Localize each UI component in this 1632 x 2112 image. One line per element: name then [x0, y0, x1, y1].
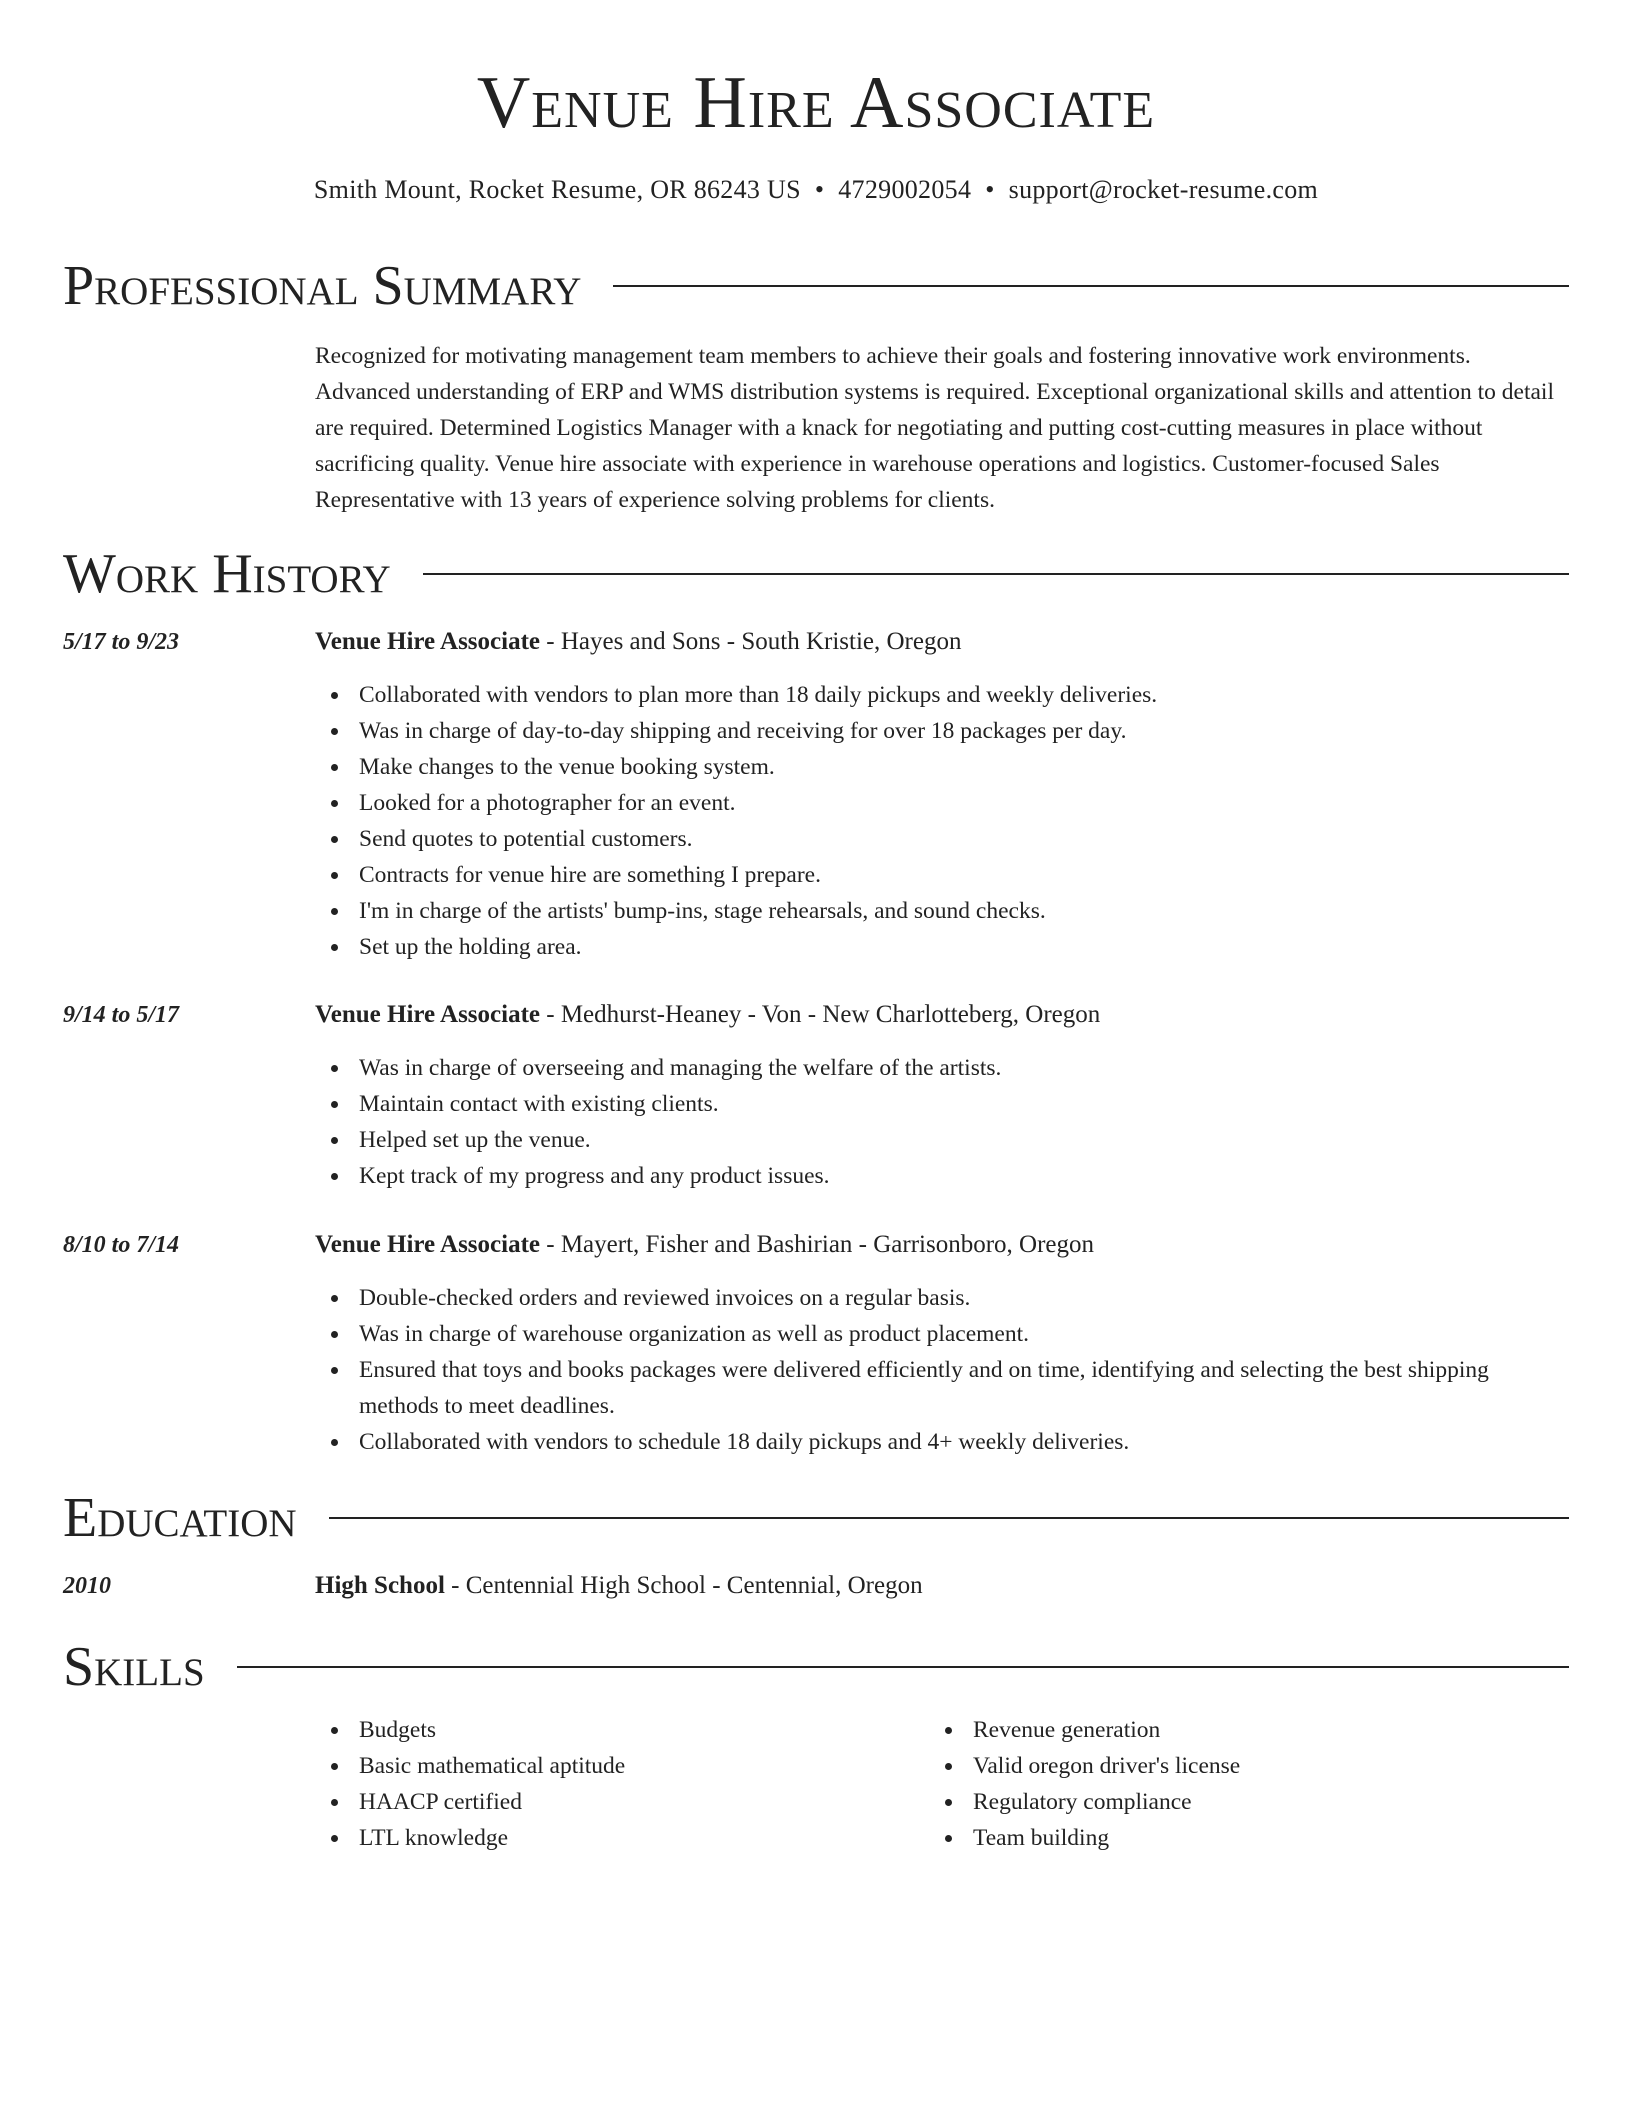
list-item: Collaborated with vendors to plan more than 18 daily pickups and weekly deliveries. — [315, 677, 1569, 713]
list-item: Contracts for venue hire are something I prepare. — [315, 857, 1569, 893]
job-role: Venue Hire Associate — [315, 1001, 540, 1028]
job-dates: 9/14 to 5/17 — [63, 1002, 180, 1028]
section-title: Education — [63, 1487, 297, 1549]
work-section-header — [63, 540, 1569, 608]
summary-text: Recognized for motivating management team members to achieve their goals and fostering innovative work environments. Advanced understanding of ERP and WMS distribution systems is required. Exceptional organizational skills and attention to detail are required. Determined Logistics Manager with a knack for negotiating and putting cost-cutting measures in place without sacrificing quality. Venue hire associate with experience in warehouse operations and logistics. Customer-focused Sales Representative with 13 years of experience solving problems for clients. — [315, 343, 1554, 513]
list-item: Kept track of my progress and any product issues. — [315, 1158, 1569, 1194]
job-title-line — [315, 997, 1100, 1033]
education-degree: High School — [315, 1572, 445, 1599]
section-title: Skills — [63, 1636, 205, 1698]
job-dates: 5/17 to 9/23 — [63, 629, 180, 655]
skill-item: Revenue generation — [929, 1712, 1529, 1748]
job-bullets — [315, 1050, 1569, 1194]
list-item: Set up the holding area. — [315, 929, 1569, 965]
separator: • — [814, 175, 825, 204]
skills-list-right — [929, 1712, 1529, 1856]
education-year: 2010 — [63, 1573, 111, 1599]
education-section-header — [63, 1484, 1569, 1552]
list-item: Ensured that toys and books packages were delivered efficiently and on time, identifying and selecting the best shipping methods to meet deadlines. — [315, 1352, 1569, 1424]
job-bullets — [315, 1280, 1569, 1460]
skill-item: Valid oregon driver's license — [929, 1748, 1529, 1784]
contact-line — [63, 172, 1569, 208]
job-role: Venue Hire Associate — [315, 628, 540, 655]
list-item: I'm in charge of the artists' bump-ins, stage rehearsals, and sound checks. — [315, 893, 1569, 929]
skill-item: LTL knowledge — [315, 1820, 915, 1856]
job-detail: - Medhurst-Heaney - Von - New Charlotteberg, Oregon — [540, 1001, 1101, 1028]
separator: • — [985, 175, 995, 204]
skill-item: Budgets — [315, 1712, 915, 1748]
phone: 4729002054 — [838, 175, 972, 204]
list-item: Maintain contact with existing clients. — [315, 1086, 1569, 1122]
list-item: Looked for a photographer for an event. — [315, 785, 1569, 821]
skill-item: Team building — [929, 1820, 1529, 1856]
section-title: Work History — [63, 543, 391, 605]
job-dates: 8/10 to 7/14 — [63, 1232, 180, 1258]
section-divider — [237, 1666, 1569, 1668]
job-detail: - Hayes and Sons - South Kristie, Oregon — [540, 628, 962, 655]
education-line — [315, 1568, 923, 1604]
list-item: Was in charge of day-to-day shipping and receiving for over 18 packages per day. — [315, 713, 1569, 749]
education-detail: - Centennial High School - Centennial, Oregon — [444, 1572, 923, 1599]
list-item: Double-checked orders and reviewed invoices on a regular basis. — [315, 1280, 1569, 1316]
skill-item: Basic mathematical aptitude — [315, 1748, 915, 1784]
list-item: Was in charge of overseeing and managing the welfare of the artists. — [315, 1050, 1569, 1086]
address: Smith Mount, Rocket Resume, OR 86243 US — [313, 175, 801, 204]
job-detail: - Mayert, Fisher and Bashirian - Garrisonboro, Oregon — [540, 1231, 1095, 1258]
list-item: Collaborated with vendors to schedule 18 daily pickups and 4+ weekly deliveries. — [315, 1424, 1569, 1460]
section-title: Professional Summary — [63, 255, 582, 317]
candidate-name: Venue Hire Associate — [476, 62, 1156, 144]
list-item: Helped set up the venue. — [315, 1122, 1569, 1158]
list-item: Send quotes to potential customers. — [315, 821, 1569, 857]
list-item: Make changes to the venue booking system. — [315, 749, 1569, 785]
section-divider — [613, 285, 1569, 287]
skill-item: Regulatory compliance — [929, 1784, 1529, 1820]
job-role: Venue Hire Associate — [315, 1231, 540, 1258]
list-item: Was in charge of warehouse organization as well as product placement. — [315, 1316, 1569, 1352]
job-title-line — [315, 1227, 1094, 1263]
skills-list-left — [315, 1712, 915, 1856]
section-divider — [423, 573, 1569, 575]
skill-item: HAACP certified — [315, 1784, 915, 1820]
job-title-line — [315, 624, 961, 660]
email: support@rocket-resume.com — [1008, 175, 1319, 204]
job-bullets — [315, 677, 1569, 965]
skills-section-header — [63, 1633, 1569, 1701]
summary-section-header — [63, 252, 1569, 320]
section-divider — [329, 1517, 1569, 1519]
